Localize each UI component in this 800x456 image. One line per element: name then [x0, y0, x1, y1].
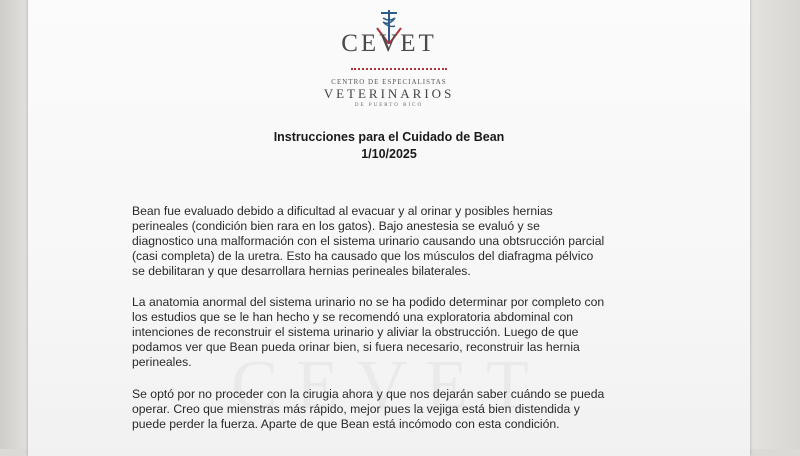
- tagline-top: CENTRO DE ESPECIALISTAS: [331, 78, 447, 86]
- paragraph-line: (casi completa) de la uretra. Esto ha causado que los músculos del diafragma pélvico: [132, 249, 594, 263]
- paragraph-line: La anatomia anormal del sistema urinario no se ha podido determinar por completo con: [132, 295, 605, 309]
- wall-background-right: [745, 0, 800, 449]
- document-date: 1/10/2025: [361, 147, 417, 161]
- paragraph-line: perineales.: [132, 355, 192, 369]
- paragraph-line: los estudios que se le han hecho y se recomendó una exploratoria abdominal con: [132, 310, 574, 324]
- paragraph-2: [132, 295, 662, 370]
- paragraph-line: Se optó por no proceder con la cirugia ahora y que nos dejarán saber cuándo se pueda: [132, 387, 605, 401]
- document-title: Instrucciones para el Cuidado de Bean: [273, 130, 505, 144]
- logo-divider: [351, 68, 447, 70]
- paragraph-line: podamos ver que Bean pueda orinar bien, si fuera necesario, reconstruir las hernia: [132, 340, 580, 354]
- tagline-bottom: DE PUERTO RICO: [354, 103, 424, 108]
- paragraph-line: puede perder la fuerza. Aparte de que Bean está incómodo con esta condición.: [132, 417, 560, 431]
- paragraph-line: perineales (condición bien rara en los gatos). Bajo anestesia se evaluó y se: [132, 219, 540, 233]
- paragraph-line: operar. Creo que mienstras más rápido, mejor pues la vejiga está bien distendida y: [132, 402, 580, 416]
- document-page: [28, 0, 750, 456]
- paragraph-1: [132, 204, 662, 279]
- wall-background-left: [0, 0, 28, 449]
- brand-name: CEVET: [341, 30, 437, 57]
- paragraph-line: se debilitaran y que desarrollara hernias perineales bilaterales.: [132, 264, 471, 278]
- paragraph-3: [132, 387, 662, 432]
- paragraph-line: diagnostico una malformación con el sistema urinario causando una obtsrucción parcial: [132, 234, 605, 248]
- paragraph-line: intenciones de reconstruir el sistema urinario y aliviar la obstrucción. Luego de que: [132, 325, 579, 339]
- tagline-main: VETERINARIOS: [323, 86, 455, 101]
- paragraph-line: Bean fue evaluado debido a dificultad al evacuar y al orinar y posibles hernias: [132, 204, 553, 218]
